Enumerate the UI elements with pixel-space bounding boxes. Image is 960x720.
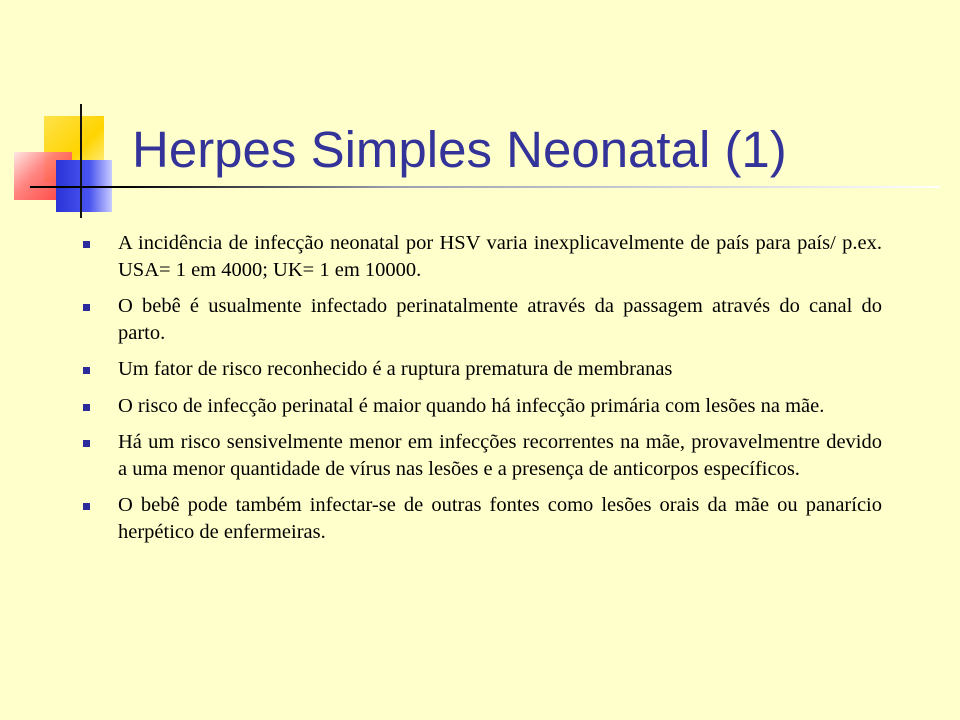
- bullet-text: O bebê é usualmente infectado perinatalmente através da passagem através do canal do parto.: [118, 295, 882, 344]
- title-underline: [30, 186, 940, 188]
- bullet-text: O risco de infecção perinatal é maior quando há infecção primária com lesões na mãe.: [118, 394, 825, 417]
- bullet-item: [80, 492, 882, 545]
- bullet-item: [80, 393, 882, 420]
- square-bullet-icon: [83, 367, 90, 374]
- bullet-list: [80, 230, 882, 555]
- bullet-item: [80, 429, 882, 482]
- square-bullet-icon: [83, 440, 90, 447]
- logo-vertical-line: [80, 104, 82, 218]
- square-bullet-icon: [83, 404, 90, 411]
- bullet-text: O bebê pode também infectar-se de outras fontes como lesões orais da mãe ou panarício herpético de enfermeiras.: [118, 494, 882, 543]
- square-bullet-icon: [83, 304, 90, 311]
- bullet-text: Um fator de risco reconhecido é a ruptura prematura de membranas: [118, 358, 673, 380]
- square-bullet-icon: [83, 241, 90, 248]
- square-bullet-icon: [83, 503, 90, 510]
- bullet-text: A incidência de infecção neonatal por HSV varia inexplicavelmente de país para país/ p.ex. USA= 1 em 4000; UK= 1 em 10000.: [118, 232, 882, 281]
- bullet-text: Há um risco sensivelmente menor em infecções recorrentes na mãe, provavelmentre devido a uma menor quantidade de vírus nas lesões e a presença de anticorpos específicos.: [118, 431, 882, 480]
- bullet-item: [80, 230, 882, 283]
- bullet-item: [80, 293, 882, 346]
- bullet-item: [80, 356, 882, 383]
- slide-title: Herpes Simples Neonatal (1): [132, 121, 787, 178]
